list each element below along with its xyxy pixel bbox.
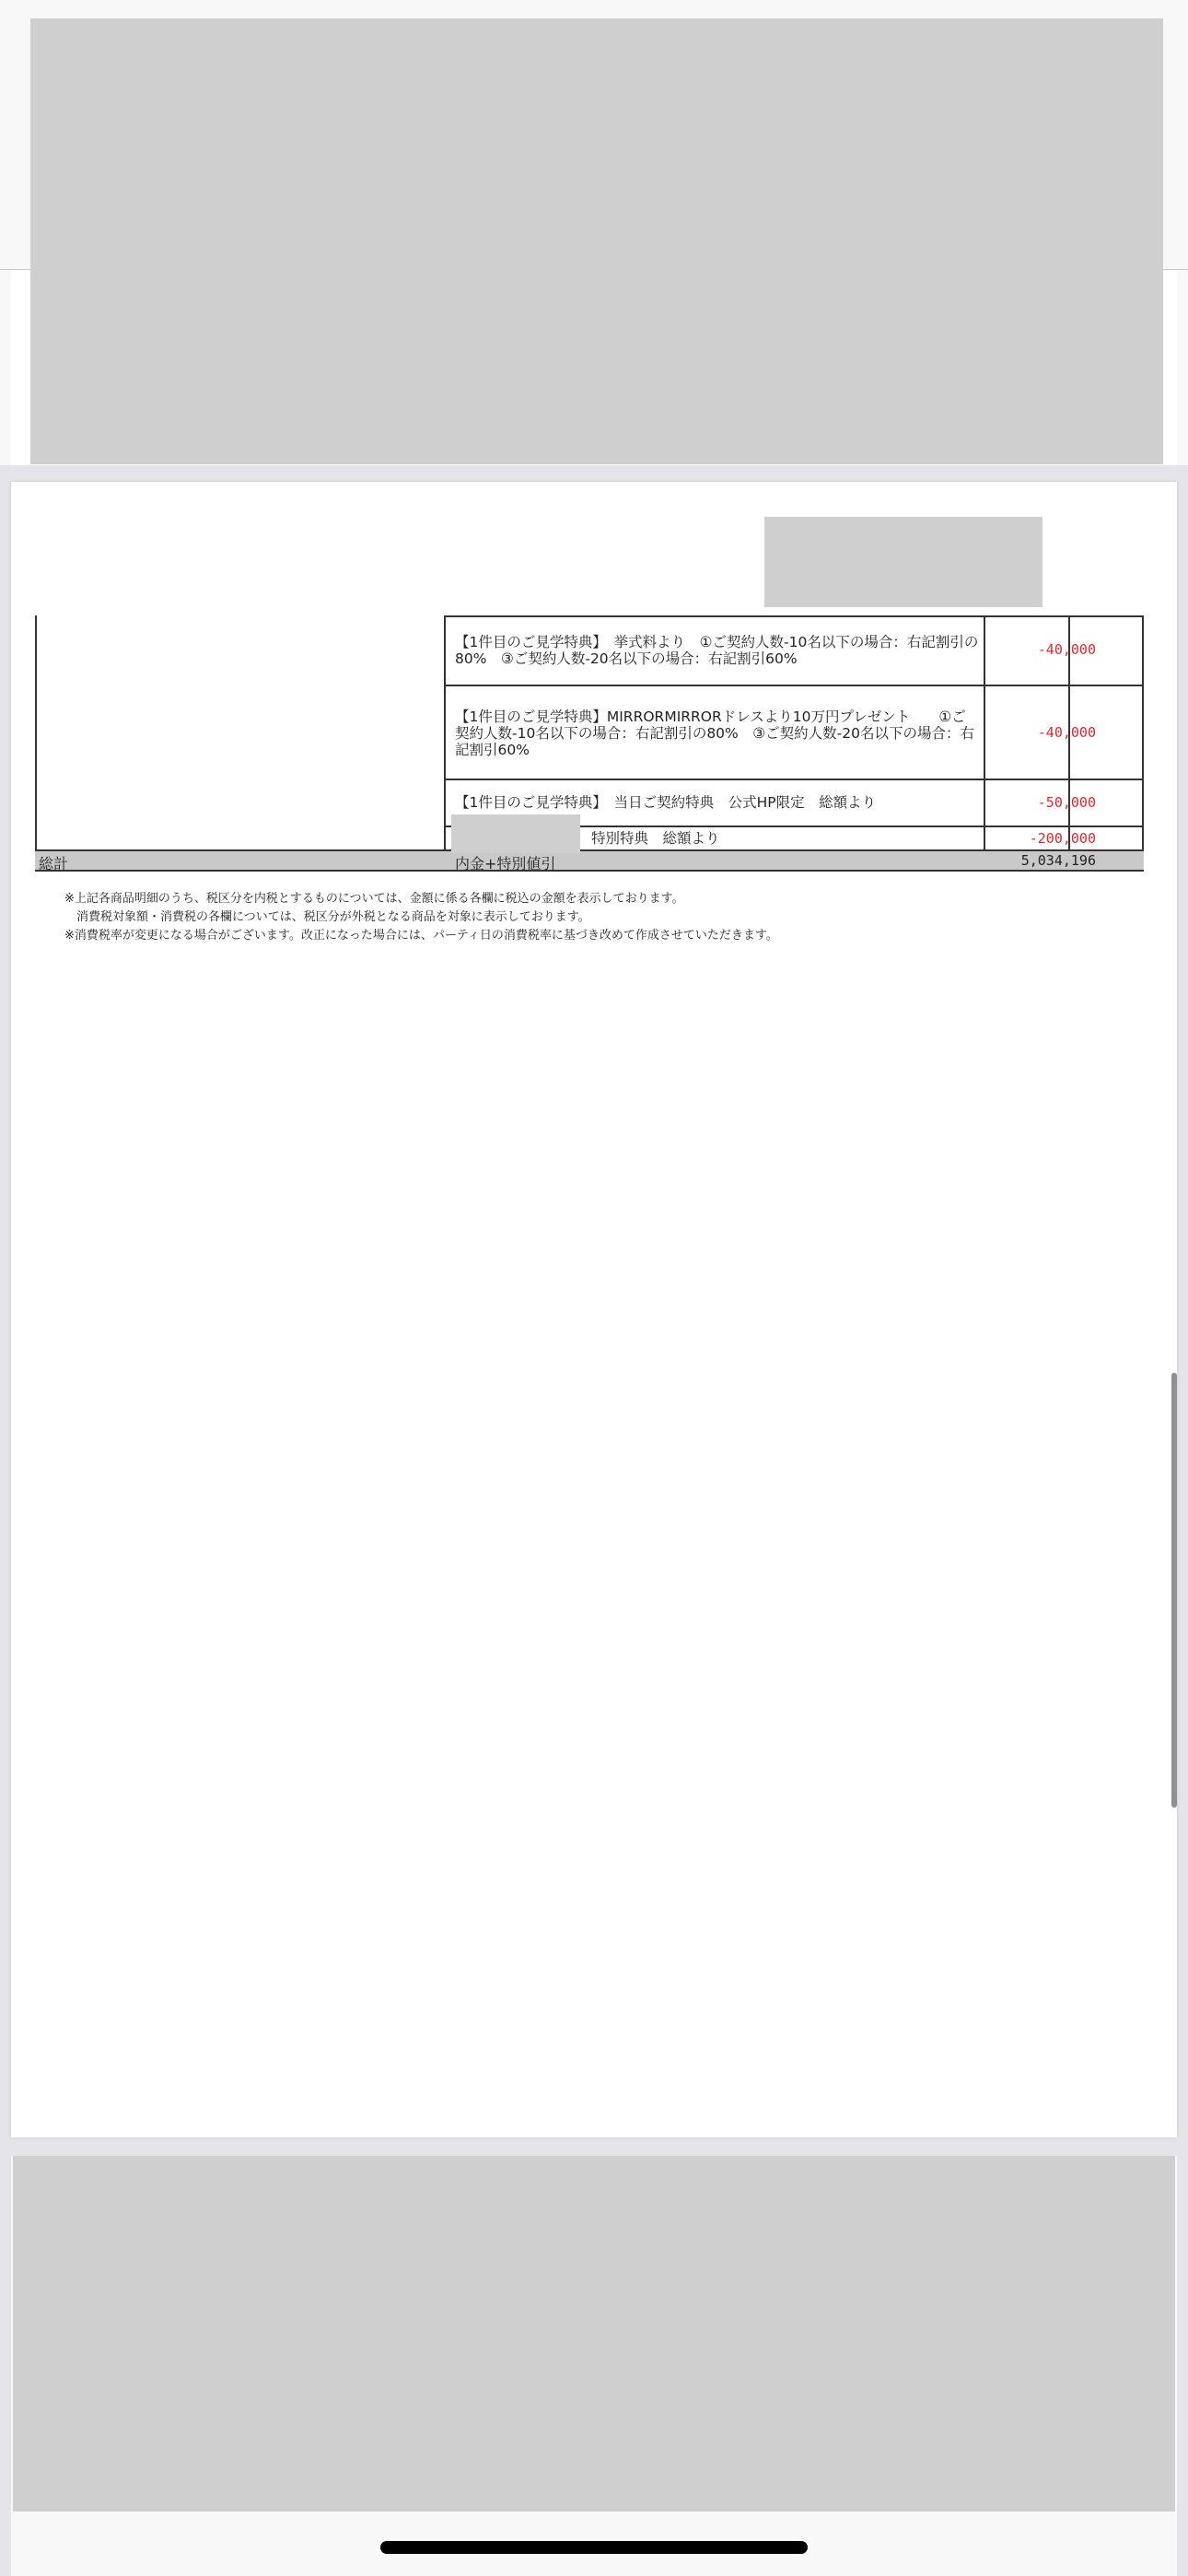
home-indicator[interactable] [380,2541,808,2554]
total-description: 内金+特別値引 [455,855,556,872]
line-item-description: 特別特典 総額より [591,830,720,847]
note-line: ※上記各商品明細のうち、税区分を内税とするものについては、金額に係る各欄に税込の金額を表示しております。 [64,892,684,906]
redacted-stamp [764,517,1042,607]
line-item-description: 【1件目のご見学特典】 挙式料より ①ご契約人数-10名以下の場合：右記割引の80% ③ご契約人数-20名以下の場合：右記割引60% [455,634,979,667]
estimate-table [35,615,1144,870]
redacted-cell [451,814,580,853]
line-item-description: 【1件目のご見学特典】 当日ご契約特典 公式HP限定 総額より [455,794,877,811]
line-item-amount: -40,000 [1037,724,1096,741]
redacted-region-bottom [13,2156,1175,2512]
table-row-divider [444,615,1144,617]
note-line: ※消費税率が変更になる場合がございます。改正になった場合には、パーティ日の消費税率に基づき改めて作成させていただきます。 [64,929,778,943]
table-column-divider [984,615,985,870]
line-item-description: 【1件目のご見学特典】MIRRORMIRRORドレスより10万円プレゼント ①ご契約人数-10名以下の場合：右記割引の80% ③ご契約人数-20名以下の場合：右記割引60% [455,708,974,758]
redacted-region-top [30,18,1163,464]
table-row-divider [444,779,1144,780]
table-border-left [35,615,37,870]
line-item-amount: -200,000 [1029,830,1096,847]
tax-notes [64,890,778,945]
line-item-amount: -40,000 [1037,641,1096,658]
line-item-amount: -50,000 [1037,794,1096,811]
note-line: 消費税対象額・消費税の各欄については、税区分が外税となる商品を対象に表示しております。 [64,910,590,924]
vertical-scrollbar[interactable] [1171,1373,1177,1808]
document-page[interactable] [11,482,1177,2137]
table-column-divider [444,615,446,849]
total-label: 総計 [39,855,69,872]
total-row [35,849,1144,872]
table-row-divider [444,685,1144,686]
total-amount: 5,034,196 [1020,852,1096,869]
table-border-right [1142,615,1144,870]
